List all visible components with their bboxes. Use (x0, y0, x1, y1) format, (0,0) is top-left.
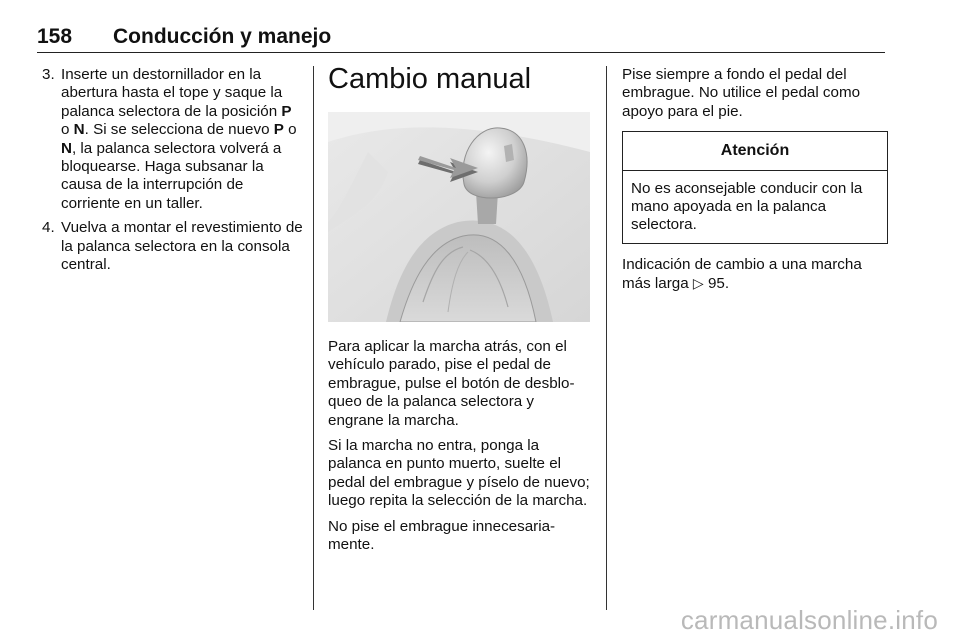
steps-list (42, 66, 304, 274)
page-number: 158 (37, 25, 73, 48)
reference-text: Indicación de cambio a una marcha más larga (622, 255, 862, 293)
step-item (42, 219, 304, 274)
caution-title: Atención (623, 132, 887, 170)
column-3 (622, 66, 888, 301)
chapter-title: Conducción y manejo (113, 25, 332, 48)
watermark-text: carmanualsonline.info (680, 605, 938, 635)
column-2 (328, 62, 593, 561)
section-title: Cambio manual (328, 63, 532, 95)
step-number: 4. (42, 219, 55, 237)
caution-text: No es aconsejable conducir con la mano apoyada en la palanca selectora. (631, 179, 863, 234)
column-divider (606, 66, 607, 610)
gear-shift-illustration (328, 112, 590, 322)
paragraph: Si la marcha no entra, ponga la palanca en punto muerto, suelte el pedal del embrague y píselo de nuevo; luego repita la selección de la marcha. (328, 437, 590, 510)
step-text: Vuelva a montar el revestimiento de la palanca selectora en la consola central. (61, 219, 303, 274)
column-divider (313, 66, 314, 610)
reference-page: 95. (707, 275, 730, 293)
cross-reference[interactable] (622, 256, 888, 294)
paragraph: Para aplicar la marcha atrás, con el vehículo parado, pise el pedal de embrague, pulse el botón de desbloqueo de la palanca selectora y engrane la marcha. (328, 338, 575, 429)
step-number: 3. (42, 66, 55, 83)
step-item (42, 66, 304, 213)
caution-box (622, 131, 888, 244)
page-reference-icon: ▷ (692, 275, 704, 292)
paragraph: Pise siempre a fondo el pedal del embrague. No utilice el pedal como apoyo para el pie. (622, 66, 861, 120)
page-header (37, 26, 885, 53)
step-text: Inserte un destornillador en la abertura hasta el tope y saque la palanca selectora de la posición P o N. Si se selecciona de nuevo P o N, la palanca selectora volverá a bloquearse. Haga subsanar la causa de la interrupción de corriente en un taller. (61, 66, 297, 212)
paragraph: No pise el embrague innecesariamente. (328, 517, 556, 554)
column-1 (42, 66, 304, 280)
